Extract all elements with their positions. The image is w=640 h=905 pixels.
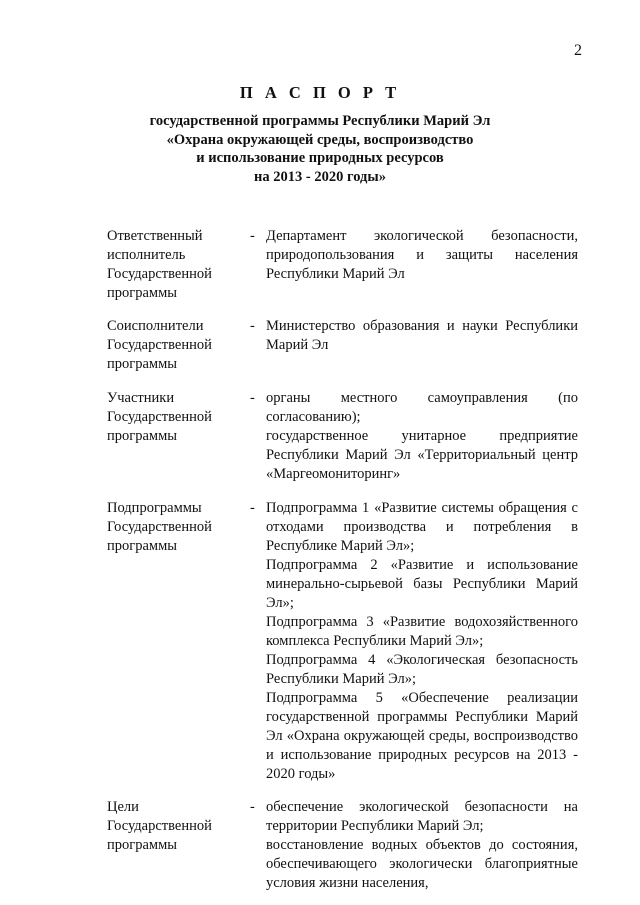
row-value xyxy=(266,798,578,893)
row-label-line: Ответственный xyxy=(107,228,203,244)
subtitle-line: и использование природных ресурсов xyxy=(196,150,444,166)
row-value xyxy=(266,499,578,784)
row-value-paragraph: Подпрограмма 5 «Обеспечение реализации государственной программы Республики Марий Эл «Охрана окружающей среды, воспроизводство и использование природных ресурсов на 2013 - 2020 годы» xyxy=(266,690,578,782)
row-label-line: Соисполнители xyxy=(107,318,204,334)
row-dash: - xyxy=(250,799,255,815)
row-value xyxy=(266,227,578,284)
row-value-paragraph: органы местного самоуправления (по согласованию); xyxy=(266,390,578,425)
row-label-line: Государственной xyxy=(107,409,212,425)
row-label-line: Участники xyxy=(107,390,175,406)
row-label-line: Государственной xyxy=(107,818,212,834)
row-label-line: программы xyxy=(107,428,177,444)
row-label xyxy=(107,798,242,855)
subtitle-line: «Охрана окружающей среды, воспроизводство xyxy=(166,131,474,148)
document-subtitle xyxy=(0,112,640,186)
row-dash: - xyxy=(250,500,255,516)
passport-row xyxy=(0,499,640,784)
row-dash: - xyxy=(250,318,255,334)
document-title: П А С П О Р Т xyxy=(239,83,401,102)
row-value-paragraph: восстановление водных объектов до состояния, обеспечивающего экологически благоприятные условия жизни населения, xyxy=(266,837,578,891)
row-label-line: программы xyxy=(107,285,177,301)
row-value xyxy=(266,317,578,355)
passport-row xyxy=(0,389,640,484)
row-label-line: Государственной xyxy=(107,266,212,282)
subtitle-line: государственной программы Республики Марий Эл xyxy=(149,113,491,129)
row-label-line: программы xyxy=(107,837,177,853)
row-label xyxy=(107,389,242,446)
row-label xyxy=(107,499,242,556)
page-number: 2 xyxy=(574,42,582,59)
row-label-line: исполнитель xyxy=(107,247,186,263)
passport-row xyxy=(0,798,640,893)
row-value xyxy=(266,389,578,484)
row-value-paragraph: Подпрограмма 3 «Развитие водохозяйственного комплекса Республики Марий Эл»; xyxy=(266,614,578,649)
row-label xyxy=(107,227,242,303)
row-label-line: Цели xyxy=(107,799,139,815)
row-value-paragraph: Подпрограмма 2 «Развитие и использование минерально-сырьевой базы Республики Марий Эл»; xyxy=(266,557,578,611)
passport-row xyxy=(0,317,640,374)
row-label xyxy=(107,317,242,374)
row-label-line: программы xyxy=(107,356,177,372)
row-label-line: Подпрограммы xyxy=(107,500,202,516)
row-value-paragraph: государственное унитарное предприятие Республики Марий Эл «Территориальный центр «Маргеомониторинг» xyxy=(266,428,578,482)
row-value-paragraph: Подпрограмма 1 «Развитие системы обращения с отходами производства и потребления в Республике Марий Эл»; xyxy=(266,500,578,554)
row-value-paragraph: Подпрограмма 4 «Экологическая безопасность Республики Марий Эл»; xyxy=(266,652,578,687)
row-dash: - xyxy=(250,228,255,244)
row-label-line: Государственной xyxy=(107,337,212,353)
subtitle-line: на 2013 - 2020 годы» xyxy=(254,168,386,185)
passport-row xyxy=(0,227,640,303)
row-value-paragraph: обеспечение экологической безопасности на территории Республики Марий Эл; xyxy=(266,799,578,834)
row-label-line: программы xyxy=(107,538,177,554)
row-label-line: Государственной xyxy=(107,519,212,535)
row-value-paragraph: Министерство образования и науки Республики Марий Эл xyxy=(266,318,578,353)
row-dash: - xyxy=(250,390,255,406)
row-value-paragraph: Департамент экологической безопасности, природопользования и защиты населения Республики Марий Эл xyxy=(266,228,578,282)
passport-table xyxy=(0,227,640,893)
